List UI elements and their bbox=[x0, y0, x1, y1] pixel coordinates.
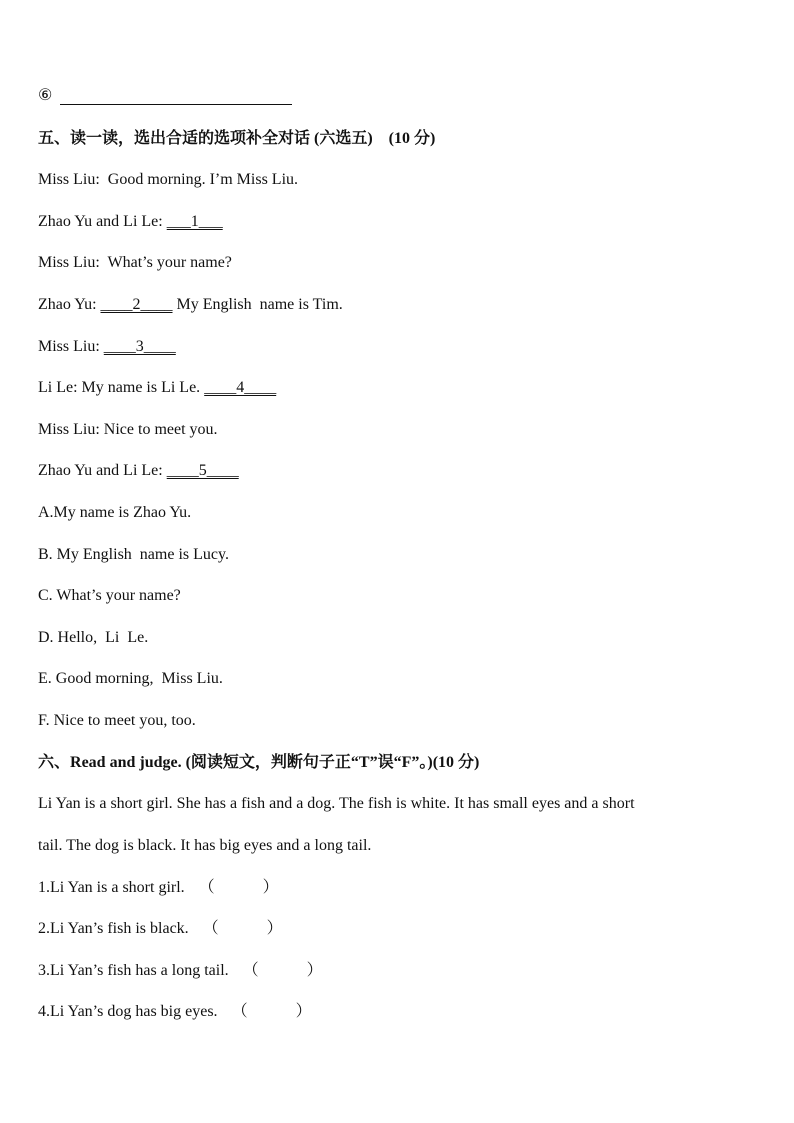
option-item: D. Hello, Li Le. bbox=[38, 629, 149, 646]
section6-heading-cn: (阅读短文，判断句子正“T”误“F”。)(10 分) bbox=[181, 754, 480, 771]
dialogue-text: Miss Liu: bbox=[38, 338, 104, 355]
answer-parentheses[interactable]: （ ） bbox=[198, 879, 279, 896]
answer-parentheses[interactable]: （ ） bbox=[231, 1003, 312, 1020]
judge-question bbox=[38, 878, 279, 898]
section5-heading-main: 五、读一读，选出合适的选项补全对话 (六选五) bbox=[38, 130, 373, 147]
option-item: E. Good morning, Miss Liu. bbox=[38, 670, 223, 687]
answer-parentheses[interactable]: （ ） bbox=[242, 962, 323, 979]
dialogue-text: Zhao Yu and Li Le: bbox=[38, 462, 167, 479]
section6-heading-prefix: 六、 bbox=[38, 754, 71, 771]
dialogue-blank[interactable]: ____4____ bbox=[204, 379, 277, 396]
dialogue-blank[interactable]: ____3____ bbox=[103, 338, 176, 355]
dialogue-blank[interactable]: ___1___ bbox=[166, 213, 223, 230]
section5-heading bbox=[38, 129, 435, 149]
section6-heading-en: Read and judge. bbox=[70, 754, 182, 771]
dialogue-line bbox=[38, 378, 276, 398]
judge-question bbox=[38, 961, 323, 981]
dialogue-text: Miss Liu: Good morning. I’m Miss Liu. bbox=[38, 171, 299, 188]
marker-number: ⑥ bbox=[38, 87, 53, 104]
judge-question bbox=[38, 919, 283, 939]
dialogue-line bbox=[38, 253, 232, 273]
dialogue-text-after: My English name is Tim. bbox=[172, 296, 343, 313]
question-text: 2.Li Yan’s fish is black. bbox=[38, 920, 189, 937]
section6-heading bbox=[38, 753, 479, 773]
dialogue-text: Miss Liu: What’s your name? bbox=[38, 254, 232, 271]
section5-heading-score: (10 分) bbox=[388, 130, 436, 147]
dialogue-line bbox=[38, 295, 343, 315]
dialogue-line bbox=[38, 212, 223, 232]
dialogue-text: Miss Liu: Nice to meet you. bbox=[38, 421, 218, 438]
passage-line-1: Li Yan is a short girl. She has a fish and a dog. The fish is white. It has small eyes and a short bbox=[38, 795, 635, 812]
option-item: C. What’s your name? bbox=[38, 587, 181, 604]
option-item: B. My English name is Lucy. bbox=[38, 546, 229, 563]
top-marker bbox=[38, 86, 52, 106]
answer-line bbox=[60, 104, 292, 105]
judge-question bbox=[38, 1002, 312, 1022]
option-item: A.My name is Zhao Yu. bbox=[38, 504, 192, 521]
question-text: 3.Li Yan’s fish has a long tail. bbox=[38, 962, 229, 979]
question-text: 1.Li Yan is a short girl. bbox=[38, 879, 185, 896]
dialogue-text: Zhao Yu and Li Le: bbox=[38, 213, 167, 230]
question-text: 4.Li Yan’s dog has big eyes. bbox=[38, 1003, 218, 1020]
dialogue-line bbox=[38, 420, 218, 440]
dialogue-text: Li Le: My name is Li Le. bbox=[38, 379, 205, 396]
dialogue-blank[interactable]: ____5____ bbox=[166, 462, 239, 479]
option-item: F. Nice to meet you, too. bbox=[38, 712, 196, 729]
answer-parentheses[interactable]: （ ） bbox=[202, 920, 283, 937]
dialogue-line bbox=[38, 337, 176, 357]
dialogue-text: Zhao Yu: bbox=[38, 296, 101, 313]
passage-line-2: tail. The dog is black. It has big eyes and a long tail. bbox=[38, 837, 372, 854]
dialogue-line bbox=[38, 461, 239, 481]
dialogue-blank[interactable]: ____2____ bbox=[100, 296, 173, 313]
dialogue-line bbox=[38, 170, 298, 190]
